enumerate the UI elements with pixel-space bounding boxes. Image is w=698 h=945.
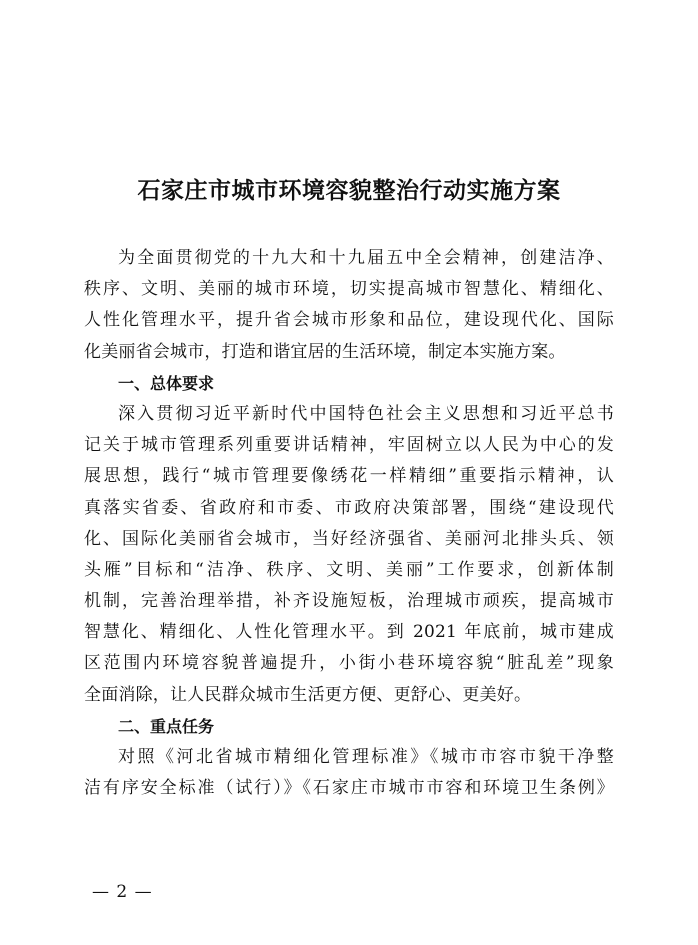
paragraph-line: 人性化管理水平，提升省会城市形象和品位，建设现代化、国际 — [84, 310, 614, 331]
paragraph-line: 全面消除，让人民群众城市生活更方便、更舒心、更美好。 — [84, 684, 532, 705]
page-number: — 2 — — [92, 882, 153, 902]
paragraph-line: 头雁”目标和“洁净、秩序、文明、美丽”工作要求，创新体制 — [84, 559, 614, 580]
paragraph-line: 机制，完善治理举措，补齐设施短板，治理城市顽疾，提高城市 — [84, 591, 614, 612]
paragraph-line: 对照《河北省城市精细化管理标准》《城市市容市貌干净整 — [118, 747, 614, 767]
paragraph-line: 智慧化、精细化、人性化管理水平。到 2021 年底前，城市建成 — [84, 622, 614, 643]
section-heading: 二、重点任务 — [118, 716, 215, 736]
section-heading: 一、总体要求 — [118, 373, 215, 393]
paragraph-line: 真落实省委、省政府和市委、市政府决策部署，围绕“建设现代 — [84, 497, 614, 518]
paragraph-line: 展思想，践行“城市管理要像绣花一样精细”重要指示精神，认 — [84, 466, 614, 487]
paragraph-line: 洁有序安全标准（试行）》《石家庄市城市市容和环境卫生条例》 — [84, 778, 614, 799]
document-title: 石家庄市城市环境容貌整治行动实施方案 — [137, 177, 561, 204]
paragraph-line: 记关于城市管理系列重要讲话精神，牢固树立以人民为中心的发 — [84, 435, 614, 456]
document-body — [84, 243, 614, 804]
paragraph-line: 化、国际化美丽省会城市，当好经济强省、美丽河北排头兵、领 — [84, 528, 614, 549]
paragraph-line: 区范围内环境容貌普遍提升，小街小巷环境容貌“脏乱差”现象 — [84, 653, 614, 674]
paragraph-line: 秩序、文明、美丽的城市环境，切实提高城市智慧化、精细化、 — [84, 279, 614, 300]
paragraph-line: 为全面贯彻党的十九大和十九届五中全会精神，创建洁净、 — [118, 248, 614, 268]
paragraph-line: 化美丽省会城市，打造和谐宜居的生活环境，制定本实施方案。 — [84, 341, 566, 362]
paragraph-line: 深入贯彻习近平新时代中国特色社会主义思想和习近平总书 — [118, 403, 614, 424]
